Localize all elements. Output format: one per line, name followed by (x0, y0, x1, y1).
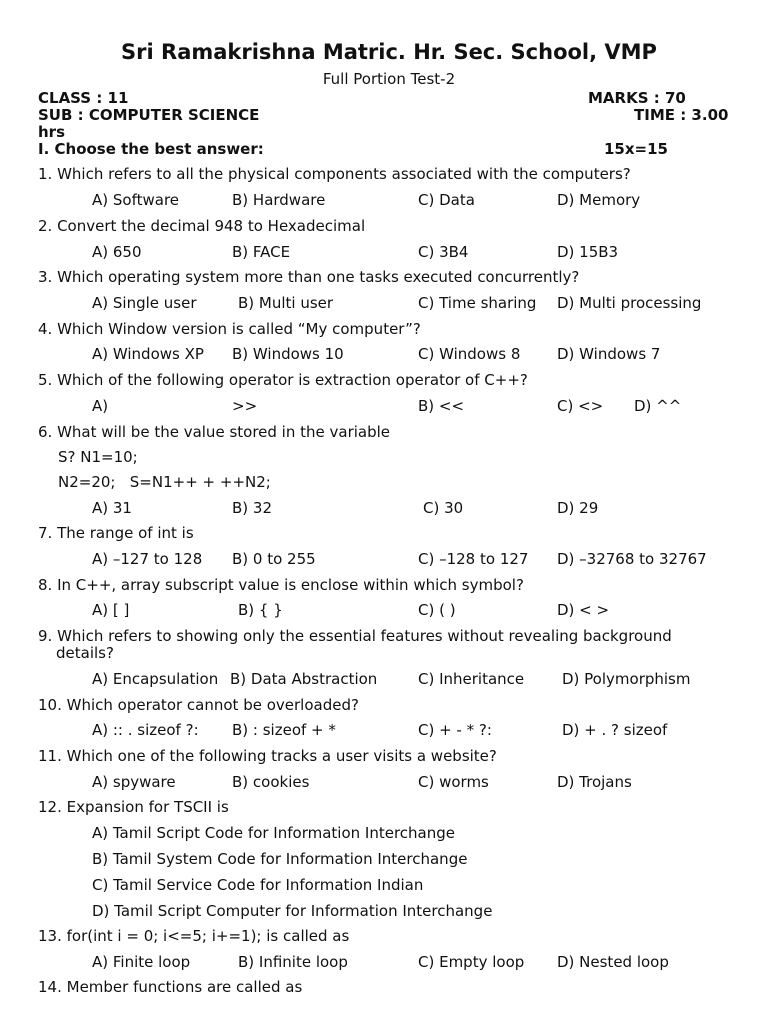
q11-option-c: C) worms (418, 773, 489, 791)
question-14: 14. Member functions are called as (38, 978, 303, 996)
question-13: 13. for(int i = 0; i<=5; i+=1); is called as (38, 927, 350, 945)
q12-option-c: C) Tamil Service Code for Information Indian (92, 876, 424, 894)
question-12: 12. Expansion for TSCII is (38, 798, 229, 816)
q6-code-line-2: N2=20; S=N1++ + ++N2; (58, 473, 271, 491)
q4-option-c: C) Windows 8 (418, 345, 521, 363)
question-8: 8. In C++, array subscript value is enclose within which symbol? (38, 576, 524, 594)
q6-option-b: B) 32 (232, 499, 272, 517)
question-7: 7. The range of int is (38, 524, 194, 542)
q8-option-b: B) { } (238, 601, 283, 619)
q11-option-b: B) cookies (232, 773, 310, 791)
question-10: 10. Which operator cannot be overloaded? (38, 696, 359, 714)
q4-option-a: A) Windows XP (92, 345, 204, 363)
time-unit-label: hrs (38, 123, 66, 141)
q7-option-a: A) –127 to 128 (92, 550, 203, 568)
q2-option-d: D) 15B3 (557, 243, 619, 261)
q12-option-d: D) Tamil Script Computer for Information Interchange (92, 902, 493, 920)
q3-option-d: D) Multi processing (557, 294, 702, 312)
q7-option-b: B) 0 to 255 (232, 550, 316, 568)
q10-option-b: B) : sizeof + * (232, 721, 336, 739)
question-2: 2. Convert the decimal 948 to Hexadecimal (38, 217, 366, 235)
q7-option-d: D) –32768 to 32767 (557, 550, 707, 568)
q13-option-c: C) Empty loop (418, 953, 525, 971)
question-1: 1. Which refers to all the physical components associated with the computers? (38, 165, 631, 183)
q5-option-a: A) (92, 397, 109, 415)
q11-option-d: D) Trojans (557, 773, 632, 791)
q1-option-a: A) Software (92, 191, 180, 209)
q9-option-c: C) Inheritance (418, 670, 525, 688)
time-label: TIME : 3.00 (634, 106, 729, 124)
q3-option-a: A) Single user (92, 294, 197, 312)
test-title: Full Portion Test-2 (322, 70, 456, 88)
q4-option-d: D) Windows 7 (557, 345, 661, 363)
q5-option-c: C) <> (557, 397, 604, 415)
q1-option-d: D) Memory (557, 191, 641, 209)
question-9-continued: details? (56, 644, 114, 662)
q10-option-a: A) :: . sizeof ?: (92, 721, 199, 739)
q4-option-b: B) Windows 10 (232, 345, 344, 363)
q7-option-c: C) –128 to 127 (418, 550, 529, 568)
q2-option-a: A) 650 (92, 243, 142, 261)
q9-option-a: A) Encapsulation (92, 670, 219, 688)
question-4: 4. Which Window version is called “My computer”? (38, 320, 421, 338)
q1-option-b: B) Hardware (232, 191, 326, 209)
q2-option-c: C) 3B4 (418, 243, 469, 261)
section-heading: I. Choose the best answer: (38, 140, 264, 158)
q9-option-d: D) Polymorphism (562, 670, 691, 688)
q5-option-d: D) ^^ (634, 397, 682, 415)
q3-option-c: C) Time sharing (418, 294, 537, 312)
question-3: 3. Which operating system more than one tasks executed concurrently? (38, 268, 580, 286)
class-label: CLASS : 11 (38, 89, 129, 107)
q3-option-b: B) Multi user (238, 294, 334, 312)
q2-option-b: B) FACE (232, 243, 291, 261)
q10-option-d: D) + . ? sizeof (562, 721, 668, 739)
q6-option-d: D) 29 (557, 499, 599, 517)
question-5: 5. Which of the following operator is extraction operator of C++? (38, 371, 528, 389)
q8-option-a: A) [ ] (92, 601, 130, 619)
q12-option-a: A) Tamil Script Code for Information Interchange (92, 824, 455, 842)
marks-label: MARKS : 70 (588, 89, 686, 107)
q10-option-c: C) + - * ?: (418, 721, 492, 739)
question-9: 9. Which refers to showing only the essential features without revealing background (38, 627, 672, 645)
q9-option-b: B) Data Abstraction (230, 670, 378, 688)
q5-option-b: B) << (418, 397, 465, 415)
q1-option-c: C) Data (418, 191, 475, 209)
question-6: 6. What will be the value stored in the variable (38, 423, 391, 441)
q13-option-d: D) Nested loop (557, 953, 669, 971)
q6-option-a: A) 31 (92, 499, 132, 517)
q8-option-c: C) ( ) (418, 601, 456, 619)
subject-label: SUB : COMPUTER SCIENCE (38, 106, 260, 124)
q8-option-d: D) < > (557, 601, 610, 619)
section-marks: 15x=15 (604, 140, 668, 158)
q11-option-a: A) spyware (92, 773, 176, 791)
q6-code-line-1: S? N1=10; (58, 448, 138, 466)
question-11: 11. Which one of the following tracks a user visits a website? (38, 747, 497, 765)
q6-option-c: C) 30 (423, 499, 464, 517)
q5-option-a-value: >> (232, 397, 258, 415)
q13-option-a: A) Finite loop (92, 953, 191, 971)
school-name: Sri Ramakrishna Matric. Hr. Sec. School, VMP (121, 40, 657, 64)
q12-option-b: B) Tamil System Code for Information Interchange (92, 850, 468, 868)
q13-option-b: B) Infinite loop (238, 953, 348, 971)
